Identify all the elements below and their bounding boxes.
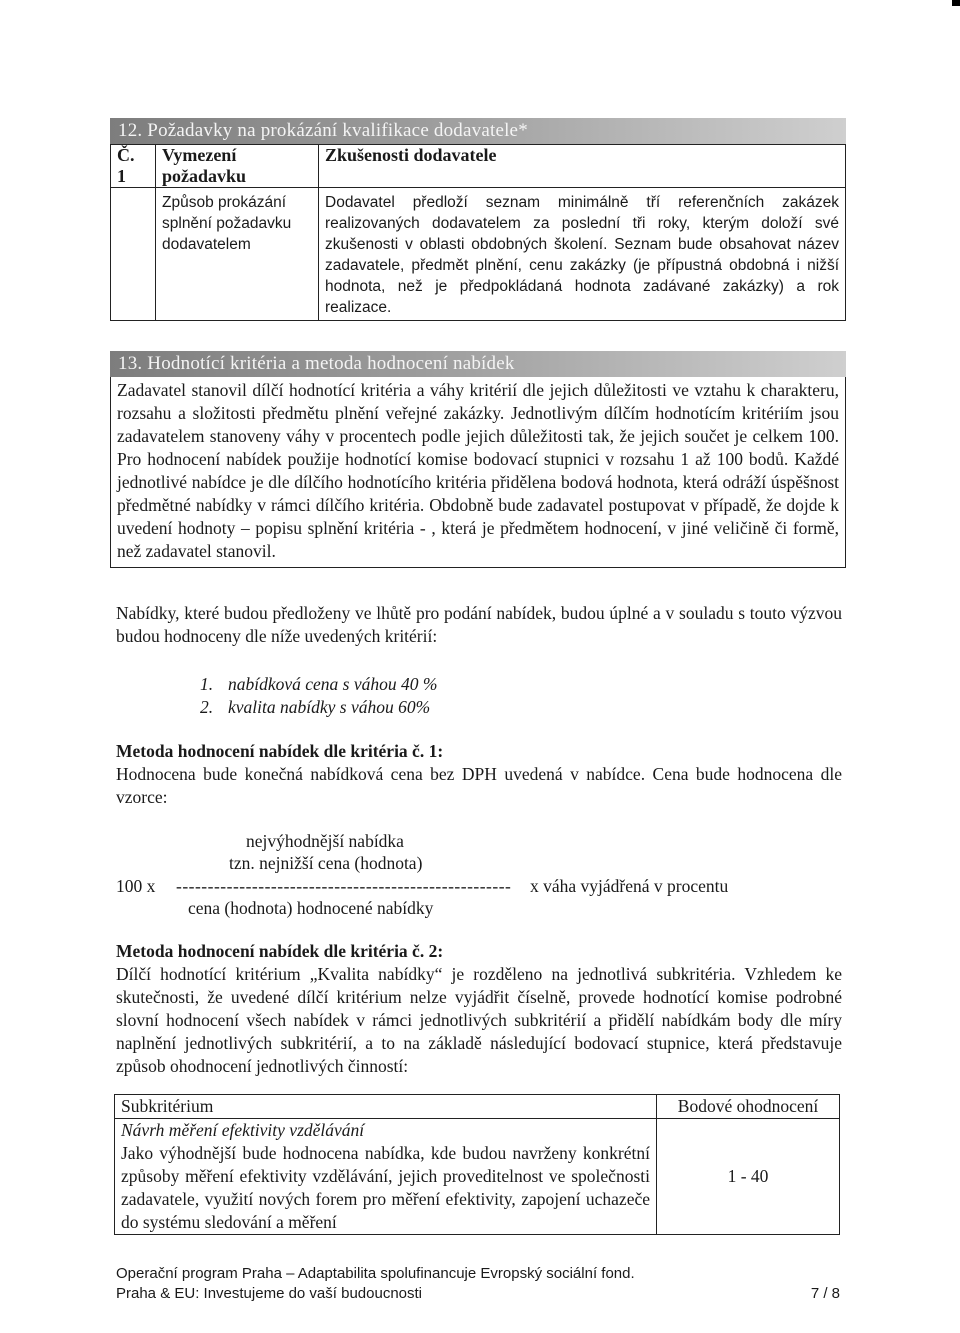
subcriteria-header: Subkritérium (115, 1095, 657, 1119)
qualification-table (110, 144, 846, 321)
method-1-section (116, 740, 842, 809)
col-experience-header: Zkušenosti dodavatele (319, 145, 846, 188)
method-1-heading: Metoda hodnocení nabídek dle kritéria č. 1: (116, 741, 444, 761)
points-value: 1 - 40 (657, 1119, 840, 1235)
table-row (111, 188, 846, 321)
table-row (111, 145, 846, 188)
footer-line-2: Praha & EU: Investujeme do vaší budoucnosti (116, 1285, 423, 1302)
col-number-header (111, 145, 156, 188)
method-2-section (116, 940, 842, 1078)
page-number: 7 / 8 (810, 1285, 840, 1302)
section-12-banner: 12. Požadavky na prokázání kvalifikace dodavatele* (110, 118, 846, 144)
criteria-list (200, 673, 437, 719)
subcriteria-table (114, 1094, 840, 1235)
formula-fraction-line: ----------------------------------------------------- (176, 876, 512, 896)
evaluation-intro-box (110, 377, 846, 568)
footer-line-1: Operační program Praha – Adaptabilita spolufinancuje Evropský sociální fond. (116, 1265, 635, 1282)
scan-edge-mark (952, 0, 960, 6)
table-row (115, 1119, 840, 1235)
offers-paragraph: Nabídky, které budou předloženy ve lhůtě pro podání nabídek, budou úplné a v souladu s touto výzvou budou hodnoceny dle níže uvedených kritérií: (116, 603, 842, 646)
col-definition-header: Vymezení požadavku (156, 145, 319, 188)
list-item: 1. nabídková cena s váhou 40 % (200, 674, 438, 694)
formula-prefix: 100 x (116, 876, 156, 896)
page-footer (116, 1264, 840, 1304)
points-header: Bodové ohodnocení (657, 1095, 840, 1119)
formula-numerator-1: nejvýhodnější nabídka (246, 831, 404, 851)
method-1-text: Hodnocena bude konečná nabídková cena bez DPH uvedená v nabídce. Cena bude hodnocena dle vzorce: (116, 764, 842, 807)
subcriteria-text: Jako výhodnější bude hodnocena nabídka, kde budou navrženy konkrétní způsoby měření efektivity vzdělávání, jejich proveditelnost ve společnosti zadavatele, využití nových forem pro měření efektivity, zapojení uchazeče do systému sledování a měření (121, 1143, 650, 1232)
proof-method-label: Způsob prokázání splnění požadavku dodavatelem (156, 188, 319, 321)
formula-suffix: x váha vyjádřená v procentu (530, 876, 729, 896)
col-number-label: Č. (117, 145, 135, 165)
formula-denominator: cena (hodnota) hodnocené nabídky (188, 898, 434, 918)
table-row (115, 1095, 840, 1119)
subcriteria-cell (115, 1119, 657, 1235)
list-item: 2. kvalita nabídky s váhou 60% (200, 697, 431, 717)
subcriteria-title: Návrh měření efektivity vzdělávání (121, 1120, 365, 1140)
formula-numerator-2: tzn. nejnižší cena (hodnota) (229, 853, 423, 873)
proof-method-text: Dodavatel předloží seznam minimálně tří referenčních zakázek realizovaných dodavatelem za poslední tři roky, kterým doloží své zkušenosti v oblasti obdobných školení. Seznam bude obsahovat název zadavatele, předmět plnění, cenu zakázky (je přípustná obdobná i nižší hodnota, než je předpokládaná hodnota zadávané zakázky) a rok realizace. (319, 188, 846, 321)
section-13-banner: 13. Hodnotící kritéria a metoda hodnocení nabídek (110, 351, 846, 377)
col-number-value: 1 (117, 166, 126, 186)
method-2-heading: Metoda hodnocení nabídek dle kritéria č. 2: (116, 941, 444, 961)
evaluation-intro-text: Zadavatel stanovil dílčí hodnotící kritéria a váhy kritérií dle jejich důležitosti ve vztahu k charakteru, rozsahu a složitosti předmětu plnění veřejné zakázky. Jednotlivým dílčím hodnotícím kritériím jsou zadavatelem stanoveny váhy v procentech podle jejich důležitosti tak, že jejich součet je celkem 100. Pro hodnocení nabídek použije hodnotící komise bodovací stupnici v rozsahu 1 až 100 bodů. Každé jednotlivé nabídce je dle dílčího hodnotícího kritéria přidělena bodová hodnota, která odráží úspěšnost předmětné nabídky v rámci dílčího kritéria. Obdobně bude zadavatel postupovat v případě, že dojde k uvedení hodnoty – popisu splnění kritéria - , která je předmětem hodnocení, v jiné veličině či formě, než zadavatel stanovil. (117, 380, 839, 561)
method-2-text: Dílčí hodnotící kritérium „Kvalita nabídky“ je rozděleno na jednotlivá subkritéria. Vzhledem ke skutečnosti, že uvedené dílčí kritérium nelze vyjádřit číselně, provede hodnotící komise podrobné slovní hodnocení všech nabídek v rámci jednotlivých subkritérií a přidělí nabídkám body dle míry naplnění jednotlivých subkritérií, a to na základě následující bodovací stupnice, která představuje způsob ohodnocení jednotlivých činností: (116, 964, 842, 1076)
empty-cell (111, 188, 156, 321)
